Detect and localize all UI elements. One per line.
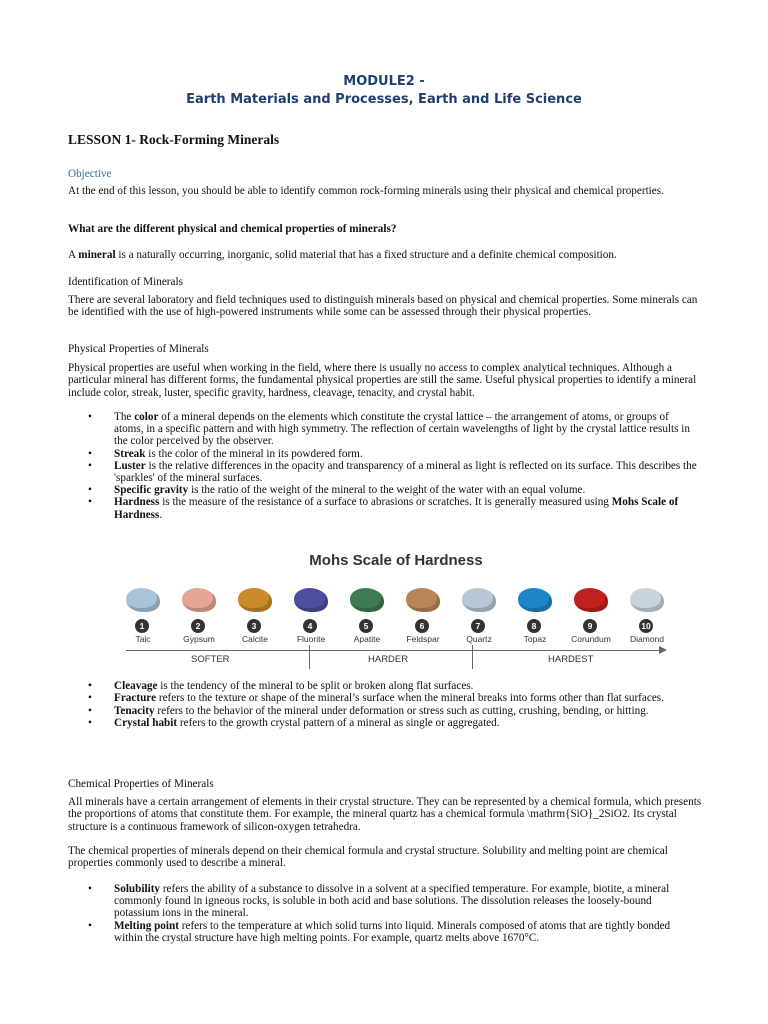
mineral-topaz [508, 588, 564, 648]
mohs-title: Mohs Scale of Hardness [309, 552, 483, 569]
mineral-name: Topaz [523, 634, 547, 644]
range-label-harder: HARDER [368, 654, 409, 665]
talc-rock-icon [126, 588, 160, 612]
list-item [86, 680, 698, 692]
physical-bullet-list [86, 411, 698, 521]
item-text: refers to the behavior of the mineral under deformation or stress such as cutting, crushing, bending, or hitting. [154, 704, 649, 717]
scale-arrow-icon [659, 646, 667, 654]
scale-divider [472, 645, 473, 669]
item-term: Fracture [114, 692, 157, 705]
hardness-number: 6 [415, 619, 429, 633]
list-item [86, 717, 698, 729]
hardness-number: 3 [247, 619, 261, 633]
objective-text: At the end of this lesson, you should be able to identify common rock-forming minerals using their physical and chemical properties. [68, 185, 664, 197]
item-text: refers the ability of a substance to dissolve in a solvent at a specified temperature. For example, biotite, a mineral commonly found in igneous rocks, is soluble in both acid and base solutions. The dissolution releases the loosely-bound potassium ions in the mineral. [114, 883, 670, 920]
physical-text: Physical properties are useful when working in the field, where there is usually no access to complex analytical techniques. Although a particular mineral has different forms, the fundamental physical properties are still the same. Useful physical properties to identify a mineral include color, streak, luster, specific gravity, hardness, cleavage, tenacity, and crystal habit. [68, 362, 697, 399]
mineral-feldspar [396, 588, 452, 648]
scale-divider [309, 645, 310, 669]
item-text: is the relative differences in the opacity and transparency of a mineral as light is reflected on its surface. This describes the 'sparkles' of the mineral surfaces. [114, 459, 697, 485]
mineral-name: Talc [135, 634, 151, 644]
hardness-number: 5 [359, 619, 373, 633]
item-text: of a mineral depends on the elements which constitute the crystal lattice – the arrangement of atoms, or groups of atoms, in a specific pattern and with high symmetry. The reflection of certain wavelengths of light by the crystal lattice results in the color perceived by the observer. [114, 411, 690, 448]
item-text: is the measure of the resistance of a surface to abrasions or scratches. It is generally measured using [159, 496, 612, 509]
list-item [86, 883, 698, 920]
hardness-number: 1 [135, 619, 149, 633]
item-text: is the tendency of the mineral to be split or broken along flat surfaces. [157, 680, 474, 693]
item-term: Cleavage [114, 680, 158, 693]
chemical-bullet-list [86, 883, 698, 944]
chemical-heading: Chemical Properties of Minerals [68, 778, 214, 790]
mineral-name: Gypsum [183, 634, 215, 644]
guiding-question: What are the different physical and chemical properties of minerals? [68, 223, 397, 235]
topaz-rock-icon [518, 588, 552, 612]
scale-axis-line [126, 650, 661, 651]
mineral-name: Quartz [466, 634, 492, 644]
lesson-title: LESSON 1- Rock-Forming Minerals [68, 132, 280, 147]
item-text: refers to the temperature at which solid turns into liquid. Minerals composed of atoms that are tightly bonded within the crystal structure have high melting points. For example, quartz melts above 1670°C. [114, 919, 671, 944]
mineral-quartz [452, 588, 508, 648]
hardness-number: 2 [191, 619, 205, 633]
module-title: MODULE2 - [343, 74, 425, 89]
item-text: refers to the growth crystal pattern of a mineral as single or aggregated. [177, 716, 500, 729]
chemical-text-1: All minerals have a certain arrangement of elements in their crystal structure. They can be represented by a chemical formula, which presents the proportions of atoms that constitute them. For example, the mineral quartz has a chemical formula \mathrm{SiO}_2SiO2. Its crystal structure is a continuous framework of silicon-oxygen tetrahedra. [68, 796, 702, 833]
mineral-diamond [620, 588, 676, 648]
identification-heading: Identification of Minerals [68, 276, 183, 288]
objective-heading: Objective [68, 168, 112, 180]
list-item [86, 484, 698, 496]
item-text: is the ratio of the weight of the mineral to the weight of the water with an equal volume. [188, 484, 586, 497]
definition-term: mineral [78, 249, 116, 261]
item-term: Hardness [114, 496, 160, 509]
module-subtitle: Earth Materials and Processes, Earth and Life Science [186, 92, 582, 107]
list-item [86, 705, 698, 717]
mineral-definition [68, 249, 708, 261]
quartz-rock-icon [462, 588, 496, 612]
range-label-hardest: HARDEST [548, 654, 594, 665]
mineral-corundum [564, 588, 620, 648]
mineral-name: Diamond [629, 634, 665, 644]
list-item [86, 496, 698, 520]
physical-heading: Physical Properties of Minerals [68, 343, 209, 355]
mineral-calcite [228, 588, 284, 648]
item-term: Luster [114, 459, 146, 472]
item-term: color [134, 411, 159, 423]
mineral-name: Apatite [353, 634, 381, 644]
diamond-rock-icon [630, 588, 664, 612]
item-suffix: . [159, 508, 163, 521]
list-item [86, 920, 698, 944]
gypsum-rock-icon [182, 588, 216, 612]
item-term: Specific gravity [114, 484, 189, 497]
item-term: Melting point [114, 919, 179, 932]
identification-text: There are several laboratory and field techniques used to distinguish minerals based on physical and chemical properties. Some minerals can be identified with the use of high-powered instruments while some can be assessed through their physical properties. [68, 294, 698, 319]
item-text: refers to the texture or shape of the mineral’s surface when the mineral breaks into forms other than flat surfaces. [156, 692, 664, 705]
list-item [86, 692, 698, 704]
hardness-number: 10 [639, 619, 653, 633]
mineral-talc [116, 588, 172, 648]
hardness-number: 4 [303, 619, 317, 633]
list-item [86, 411, 698, 448]
item-text: is the color of the mineral in its powdered form. [145, 447, 363, 460]
hardness-number: 7 [471, 619, 485, 633]
hardness-number: 8 [527, 619, 541, 633]
chemical-text-2: The chemical properties of minerals depend on their chemical formula and crystal structure. Solubility and melting point are chemical properties commonly used to describe a mineral. [68, 845, 668, 870]
feldspar-rock-icon [406, 588, 440, 612]
range-label-softer: SOFTER [191, 654, 230, 665]
list-item [86, 460, 698, 484]
item-term: Tenacity [114, 704, 155, 717]
mineral-name: Fluorite [296, 634, 326, 644]
item-term: Solubility [114, 883, 161, 895]
definition-text: is a naturally occurring, inorganic, solid material that has a fixed structure and a definite chemical composition. [115, 249, 617, 261]
item-term: Crystal habit [114, 716, 178, 729]
mineral-name: Feldspar [406, 634, 440, 644]
corundum-rock-icon [574, 588, 608, 612]
mohs-scale-term: Mohs Scale of Hardness [114, 496, 679, 521]
mineral-fluorite [284, 588, 340, 648]
mineral-apatite [340, 588, 396, 648]
apatite-rock-icon [350, 588, 384, 612]
mineral-name: Corundum [571, 634, 611, 644]
definition-prefix: A [68, 249, 79, 261]
calcite-rock-icon [238, 588, 272, 612]
physical-bullet-list-2 [86, 680, 698, 729]
item-prefix: The [114, 411, 135, 423]
fluorite-rock-icon [294, 588, 328, 612]
item-term: Streak [114, 447, 146, 460]
mohs-scale-diagram [116, 550, 676, 670]
hardness-number: 9 [583, 619, 597, 633]
mineral-gypsum [172, 588, 228, 648]
list-item [86, 448, 698, 460]
mineral-name: Calcite [242, 634, 268, 644]
